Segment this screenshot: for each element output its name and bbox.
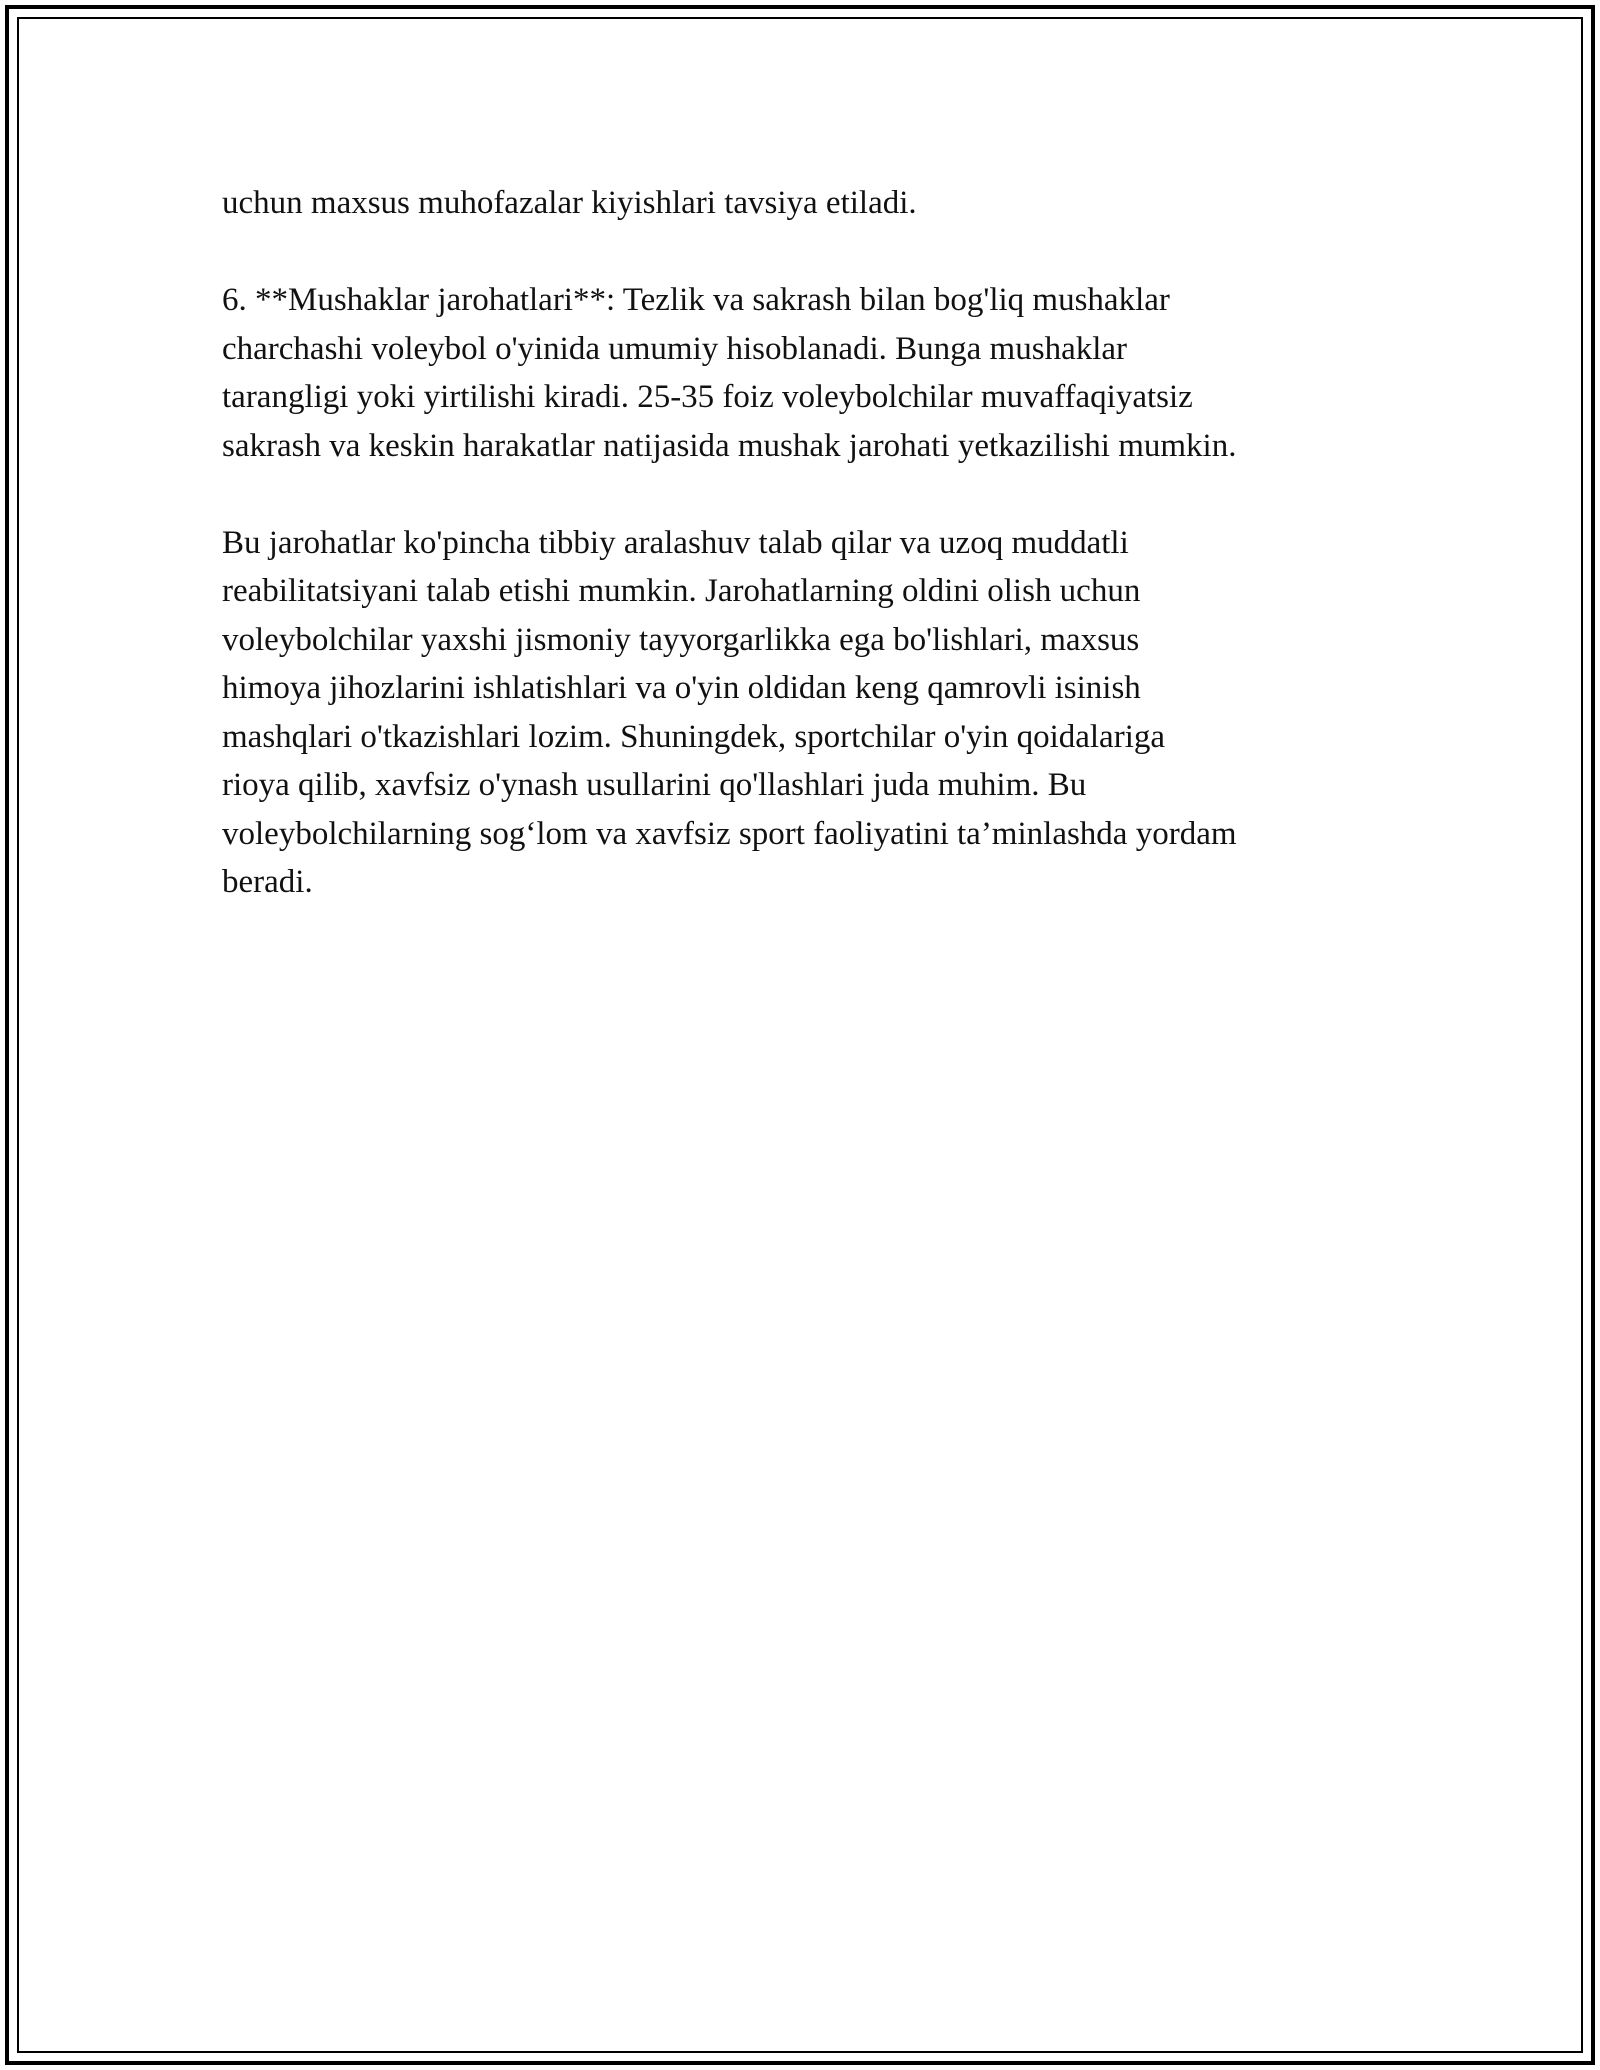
paragraph-continuation: uchun maxsus muhofazalar kiyishlari tavsiya etiladi.	[222, 185, 917, 221]
paragraph-conclusion: Bu jarohatlar ko'pincha tibbiy aralashuv talab qilar va uzoq muddatli reabilitatsiyani talab etishi mumkin. Jarohatlarning oldini olish uchun voleybolchilar yaxshi jismoniy tayyorgarlikka ega bo'lishlari, maxsus himoya jihozlarini ishlatishlari va o'yin oldidan keng qamrovli isinish mashqlari o'tkazishlari lozim. Shuningdek, sportchilar o'yin qoidalariga rioya qilib, xavfsiz o'ynash usullarini qo'llashlari juda muhim. Bu voleybolchilarning sog‘lom va xavfsiz sport faoliyatini ta’minlashda yordam beradi.	[222, 524, 1237, 900]
paragraph-muscle-injuries: 6. **Mushaklar jarohatlari**: Tezlik va sakrash bilan bog'liq mushaklar charchashi voleybol o'yinida umumiy hisoblanadi. Bunga mushaklar tarangligi yoki yirtilishi kiradi. 25-35 foiz voleybolchilar muvaffaqiyatsiz sakrash va keskin harakatlar natijasida mushak jarohati yetkazilishi mumkin.	[222, 282, 1237, 464]
document-body	[222, 179, 1382, 955]
